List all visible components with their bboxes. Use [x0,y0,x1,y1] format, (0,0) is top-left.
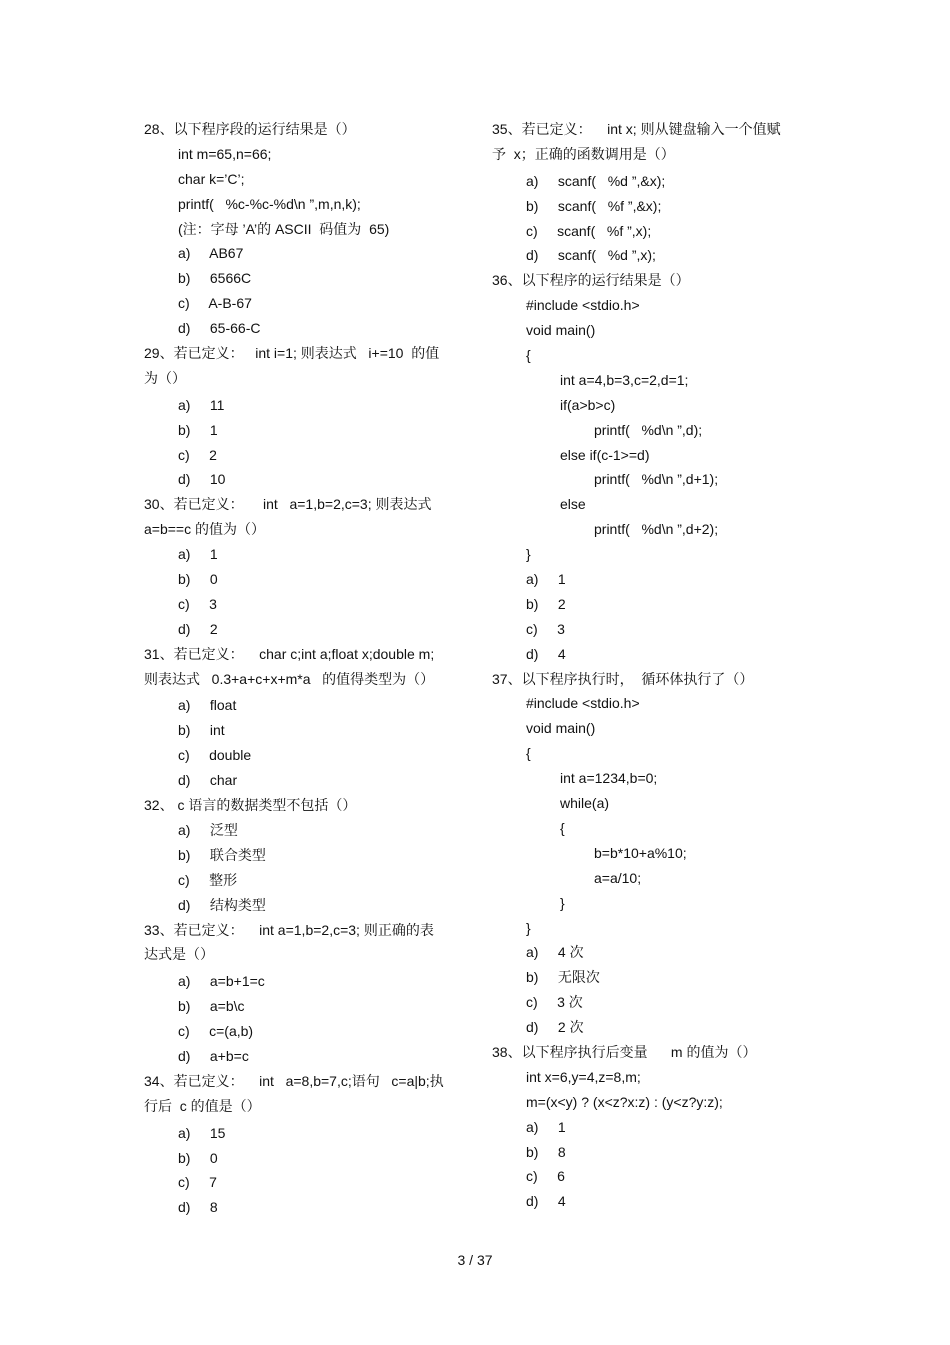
page-number: 3 / 37 [457,1252,493,1268]
text-line: while(a) [560,795,610,812]
text-line: int a=4,b=3,c=2,d=1; [560,371,689,388]
left-column [144,117,464,1220]
option-line: a) 泛型 [178,821,238,838]
option-line: d) 2 次 [526,1019,584,1036]
text-line: #include <stdio.h> [526,695,640,712]
text-line: } [526,919,531,936]
option-line: c) 整形 [178,871,238,888]
option-line: b) scanf( %f ”,&x); [526,197,662,214]
text-line: char k=’C’; [178,170,245,187]
option-line: a) 11 [178,396,225,413]
option-line: b) int [178,722,225,739]
option-line: c) c=(a,b) [178,1023,254,1040]
text-line: 行后 c 的值是（） [144,1097,261,1114]
option-line: c) 3 [178,595,217,612]
question-line: 36、以下程序的运行结果是（） [492,272,690,289]
option-line: a) a=b+1=c [178,973,265,990]
option-line: d) a+b=c [178,1047,249,1064]
option-line: c) scanf( %f ”,x); [526,222,652,239]
option-line: c) 3 次 [526,994,583,1011]
option-line: b) 无限次 [526,969,600,986]
option-line: c) 3 [526,620,565,637]
text-line: 则表达式 0.3+a+c+x+m*a 的值得类型为（） [144,670,435,687]
text-line: { [526,347,531,364]
question-line: 28、以下程序段的运行结果是（） [144,121,356,137]
option-line: b) 0 [178,571,218,588]
option-line: d) 2 [178,620,218,637]
option-line: d) char [178,772,238,789]
option-line: b) a=b\c [178,998,245,1015]
text-line: void main() [526,322,596,339]
option-line: d) 4 [526,1193,566,1210]
text-line: int a=1234,b=0; [560,770,658,787]
option-line: d) 结构类型 [178,896,266,913]
question-line: 30、若已定义： int a=1,b=2,c=3; 则表达式 [144,496,432,513]
option-line: a) 1 [526,1118,566,1135]
text-line: 予 x；正确的函数调用是（） [492,145,675,162]
text-line: } [560,894,565,911]
option-line: c) 6 [526,1168,565,1185]
right-column [492,117,802,1214]
option-line: a) 15 [178,1124,226,1141]
question-line: 37、以下程序执行时， 循环体执行了（） [492,670,754,687]
text-line: int m=65,n=66; [178,145,272,162]
question-line: 29、若已定义： int i=1; 则表达式 i+=10 的值 [144,345,440,362]
option-line: d) 8 [178,1199,218,1216]
text-line: if(a>b>c) [560,396,616,413]
text-line: int x=6,y=4,z=8,m; [526,1068,641,1085]
option-line: c) 2 [178,446,217,463]
option-line: d) 65-66-C [178,320,261,337]
text-line: a=b==c 的值为（） [144,521,265,538]
question-line: 35、若已定义： int x; 则从键盘输入一个值赋 [492,121,781,137]
option-line: b) 0 [178,1149,218,1166]
text-line: 达式是（） [144,946,214,963]
text-line: (注：字母 ’A’的 ASCII 码值为 65) [178,220,390,237]
option-line: a) AB67 [178,245,244,262]
option-line: a) float [178,697,237,714]
text-line: printf( %d\n ”,d); [594,421,703,438]
text-line: #include <stdio.h> [526,297,640,314]
text-line: a=a/10; [594,869,642,886]
question-line: 38、以下程序执行后变量 m 的值为（） [492,1043,757,1060]
text-line: void main() [526,720,596,737]
text-line: 为（） [144,369,186,386]
option-line: d) 4 [526,645,566,662]
option-line: a) 1 [526,571,566,588]
text-line: printf( %d\n ”,d+2); [594,521,719,538]
text-line: b=b*10+a%10; [594,844,687,861]
text-line: printf( %d\n ”,d+1); [594,471,719,488]
option-line: d) 10 [178,471,226,488]
option-line: a) scanf( %d ”,&x); [526,172,666,189]
question-line: 34、若已定义： int a=8,b=7,c;语句 c=a|b;执 [144,1072,444,1089]
option-line: c) double [178,747,252,764]
option-line: c) A-B-67 [178,295,252,312]
text-line: { [560,819,565,836]
option-line: b) 联合类型 [178,846,266,863]
text-line: } [526,546,531,563]
option-line: b) 8 [526,1143,566,1160]
text-line: else if(c-1>=d) [560,446,650,463]
option-line: b) 1 [178,421,218,438]
text-line: m=(x<y) ? (x<z?x:z) : (y<z?y:z); [526,1093,723,1110]
option-line: b) 6566C [178,270,252,287]
text-line: else [560,496,586,513]
option-line: d) scanf( %d ”,x); [526,247,656,264]
option-line: c) 7 [178,1174,217,1191]
option-line: a) 1 [178,546,218,563]
text-line: printf( %c-%c-%d\n ”,m,n,k); [178,195,361,212]
option-line: a) 4 次 [526,944,584,961]
question-line: 31、若已定义： char c;int a;float x;double m; [144,645,435,662]
question-line: 33、若已定义： int a=1,b=2,c=3; 则正确的表 [144,921,434,938]
option-line: b) 2 [526,595,566,612]
question-line: 32、 c 语言的数据类型不包括（） [144,797,357,814]
text-line: { [526,745,531,762]
